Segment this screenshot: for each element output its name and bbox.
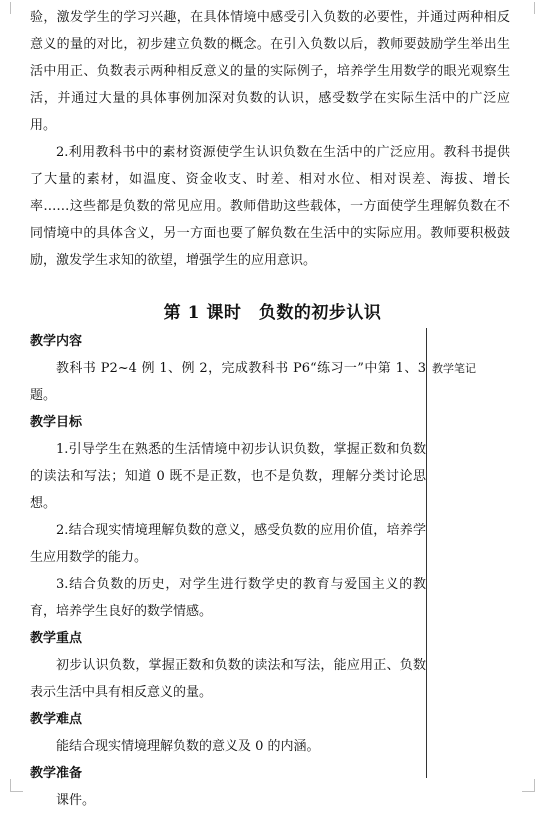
notes-column-divider xyxy=(426,328,427,778)
lesson-plan xyxy=(30,328,426,814)
teaching-notes-label: 教学笔记 xyxy=(432,362,476,375)
goal-item-3: 3.结合负数的历史，对学生进行数学史的教育与爱国主义的教育，培养学生良好的数学情感。 xyxy=(30,577,426,619)
crop-mark-top-right xyxy=(522,2,535,14)
intro-text xyxy=(30,4,510,274)
goals-heading: 教学目标 xyxy=(30,415,83,430)
content-heading: 教学内容 xyxy=(30,334,83,349)
goal-item-2: 2.结合现实情境理解负数的意义，感受负数的应用价值，培养学生应用数学的能力。 xyxy=(30,523,426,565)
crop-mark-top-left xyxy=(10,2,23,14)
goal-item-1: 1.引导学生在熟悉的生活情境中初步认识负数，掌握正数和负数的读法和写法；知道 0 既不是正数，也不是负数，理解分类讨论思想。 xyxy=(30,442,426,511)
intro-paragraph-2: 2.利用教科书中的素材资源使学生认识负数在生活中的广泛应用。教科书提供了大量的素材，如温度、资金收支、时差、相对水位、相对误差、海拔、增长率……这些都是负数的常见应用。教师借助这些载体，一方面使学生理解负数在不同情境中的具体含义，另一方面也要了解负数在生活中的实际应用。教师要积极鼓励，激发学生求知的欲望，增强学生的应用意识。 xyxy=(30,145,510,268)
preparation-text: 课件。 xyxy=(56,793,96,808)
crop-mark-bottom-left xyxy=(10,779,23,792)
key-points-text: 初步认识负数，掌握正数和负数的读法和写法，能应用正、负数表示生活中具有相反意义的量。 xyxy=(30,658,426,700)
intro-paragraph-1: 验，激发学生的学习兴趣，在具体情境中感受引入负数的必要性，并通过两种相反意义的量的对比，初步建立负数的概念。在引入负数以后，教师要鼓励学生举出生活中用正、负数表示两种相反意义的量的实际例子，培养学生用数学的眼光观察生活，并通过大量的具体事例加深对负数的认识，感受数学在实际生活中的广泛应用。 xyxy=(30,10,510,133)
difficulties-text: 能结合现实情境理解负数的意义及 0 的内涵。 xyxy=(56,739,320,754)
crop-mark-bottom-right xyxy=(522,779,535,792)
key-points-heading: 教学重点 xyxy=(30,631,83,646)
content-text: 教科书 P2~4 例 1、例 2，完成教科书 P6“练习一”中第 1、3 题。 xyxy=(30,361,426,403)
lesson-title: 第 1 课时 负数的初步认识 xyxy=(163,303,382,323)
difficulties-heading: 教学难点 xyxy=(30,712,83,727)
preparation-heading: 教学准备 xyxy=(30,766,83,781)
